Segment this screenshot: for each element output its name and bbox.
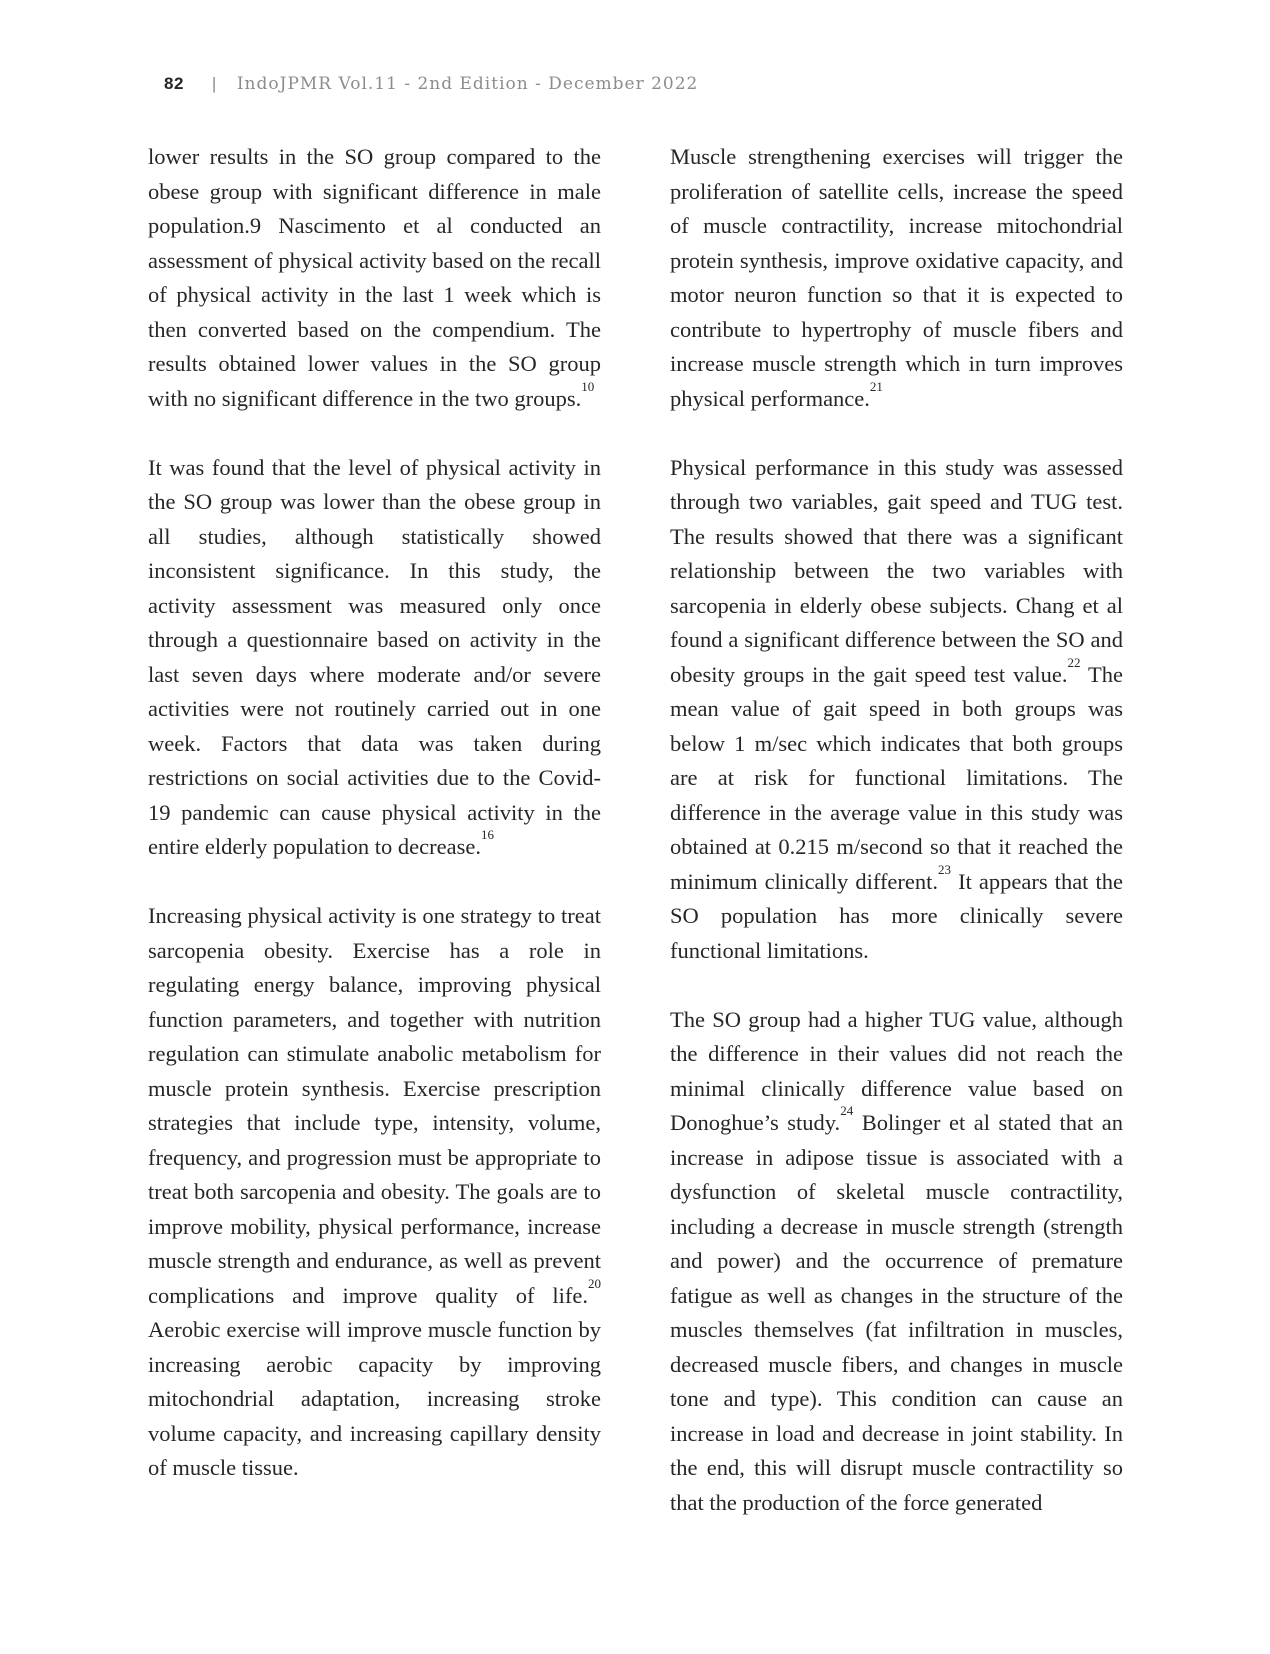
citation: 22 <box>1067 654 1081 670</box>
paragraph <box>670 451 1123 969</box>
citation: 20 <box>588 1275 601 1291</box>
paragraph-text: It was found that the level of physical activity in the SO group was lower than the obese group in all studies, although statistically showed inconsistent significance. In this study, the activity assessment was measured only once through a questionnaire based on activity in the last seven days where moderate and/or severe activities were not routinely carried out in one week. Factors that data was taken during restrictions on social activities due to the Covid-19 pandemic can cause physical activity in the entire elderly population to decrease. <box>148 454 601 859</box>
paragraph-text: Increasing physical activity is one strategy to treat sarcopenia obesity. Exercise has a role in regulating energy balance, improving physical function parameters, and together with nutrition regulation can stimulate anabolic metabolism for muscle protein synthesis. Exercise prescription strategies that include type, intensity, volume, frequency, and progression must be appropriate to treat both sarcopenia and obesity. The goals are to improve mobility, physical performance, increase muscle strength and endurance, as well as prevent complications and improve quality of life. <box>148 903 601 1308</box>
citation: 23 <box>938 861 952 877</box>
paragraph-text: The mean value of gait speed in both groups was below 1 m/sec which indicates that both groups are at risk for functional limitations. The difference in the average value in this study was obtained at 0.215 m/second so that it reached the minimum clinically different. <box>670 661 1123 894</box>
right-column <box>670 140 1123 1520</box>
paragraph <box>670 1003 1123 1521</box>
paragraph <box>148 899 601 1486</box>
page-number: 82 <box>164 74 184 93</box>
citation: 24 <box>840 1103 854 1118</box>
citation: 21 <box>869 378 883 394</box>
paragraph <box>148 140 601 416</box>
header-separator: | <box>211 74 217 93</box>
paragraph-text: It appears that the SO population has more clinically severe functional limitations. <box>670 868 1123 963</box>
paragraph-text: The SO group had a higher TUG value, although the difference in their values did not reach the minimal clinically difference value based on Donoghue’s study. <box>670 1006 1123 1135</box>
left-column <box>148 140 601 1486</box>
paragraph-text: lower results in the SO group compared to the obese group with significant difference in male population.9 Nascimento et al conducted an assessment of physical activity based on the recall of physical activity in the last 1 week which is then converted based on the compendium. The results obtained lower values in the SO group with no significant difference in the two groups. <box>148 144 601 411</box>
paragraph-text: Physical performance in this study was assessed through two variables, gait speed and TUG test. The results showed that there was a significant relationship between the two variables with sarcopenia in elderly obese subjects. Chang et al found a significant difference between the SO and obesity groups in the gait speed test value. <box>670 454 1123 687</box>
paragraph <box>148 451 601 865</box>
paragraph <box>670 140 1123 416</box>
journal-title: IndoJPMR Vol.11 - 2nd Edition - December 2022 <box>236 74 699 94</box>
paragraph-text: Muscle strengthening exercises will trigger the proliferation of satellite cells, increase the speed of muscle contractility, increase mitochondrial protein synthesis, improve oxidative capacity, and motor neuron function so that it is expected to contribute to hypertrophy of muscle fibers and increase muscle strength which in turn improves physical performance. <box>670 144 1123 411</box>
running-header <box>164 74 698 94</box>
paragraph-text: Aerobic exercise will improve muscle function by increasing aerobic capacity by improving mitochondrial adaptation, increasing stroke volume capacity, and increasing capillary density of muscle tissue. <box>148 1317 601 1480</box>
paragraph-text: Bolinger et al stated that an increase in adipose tissue is associated with a dysfunction of skeletal muscle contractility, including a decrease in muscle strength (strength and power) and the occurrence of premature fatigue as well as changes in the structure of the muscles themselves (fat infiltration in muscles, decreased muscle fibers, and changes in muscle tone and type). This condition can cause an increase in load and decrease in joint stability. In the end, this will disrupt muscle contractility so that the production of the force generated <box>670 1110 1123 1515</box>
citation: 10 <box>581 378 595 394</box>
citation: 16 <box>481 827 494 842</box>
